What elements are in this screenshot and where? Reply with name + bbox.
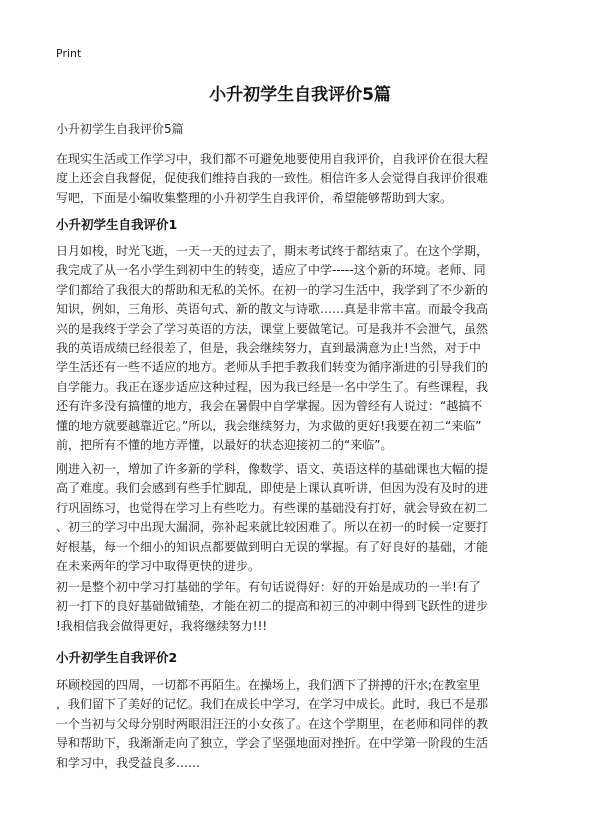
text-line: ，我们留下了美好的记忆。我们在成长中学习，在学习中成长。此时，我已不是那 <box>56 697 489 712</box>
section-heading-2: 小升初学生自我评价2 <box>56 650 178 665</box>
text-line: 行巩固练习，也觉得在学习上有些吃力。有些课的基础没有打好，就会导致在初二 <box>56 500 489 515</box>
text-line: 学生活还有一些不适应的地方。老师从手把手教我们转变为循序渐进的引导我们的 <box>56 360 489 375</box>
section-heading-1: 小升初学生自我评价1 <box>56 217 178 232</box>
text-line: 、初三的学习中出现大漏洞，弥补起来就比较困难了。所以在初一的时候一定要打 <box>56 520 489 535</box>
text-line: 高了难度。我们会感到有些手忙脚乱，即使是上课认真听讲，但因为没有及时的进 <box>56 481 489 496</box>
text-line: 初一打下的良好基础做铺垫，才能在初二的提高和初三的冲刺中得到飞跃性的进步 <box>56 599 489 614</box>
text-line: 还有许多没有搞懂的地方，我会在暑假中自学掌握。因为曾经有人说过：“越搞不 <box>56 399 483 414</box>
section1-paragraph-2 <box>56 460 551 576</box>
text-line: 在现实生活或工作学习中，我们都不可避免地要使用自我评价，自我评价在很大程 <box>56 152 489 166</box>
text-line: 一个当初与父母分别时两眼泪汪汪的小女孩了。在这个学期里，在老师和同伴的教 <box>56 716 489 731</box>
text-line: 兴的是我终于学会了学习英语的方法，课堂上要做笔记。可是我并不会泄气，虽然 <box>56 321 489 336</box>
text-line: 学们都给了我很大的帮助和无私的关怀。在初一的学习生活中，我学到了不少新的 <box>56 282 489 297</box>
text-line: 环顾校园的四周，一切都不再陌生。在操场上，我们洒下了拼搏的汗水;在教室里 <box>56 678 481 692</box>
text-line: 和学习中，我受益良多…… <box>56 755 201 770</box>
section1-paragraph-1 <box>56 242 551 455</box>
text-line: 度上还会自我督促，促使我们维持自我的一致性。相信许多人会觉得自我评价很难 <box>56 171 489 186</box>
text-line: 我的英语成绩已经很差了，但是，我会继续努力，直到最满意为止!当然，对于中 <box>56 341 481 356</box>
text-line: 日月如梭，时光飞逝，一天一天的过去了，期末考试终于都结束了。在这个学期， <box>56 244 489 258</box>
text-line: 好根基，每一个细小的知识点都要做到明白无误的掌握。有了好良好的基础，才能 <box>56 539 489 554</box>
text-line: 导和帮助下，我渐渐走向了独立，学会了坚强地面对挫折。在中学第一阶段的生活 <box>56 736 489 751</box>
text-line: 前，把所有不懂的地方弄懂，以最好的状态迎接初二的“来临”。 <box>56 438 393 453</box>
document-subtitle: 小升初学生自我评价5篇 <box>56 122 184 136</box>
intro-paragraph <box>56 150 551 208</box>
text-line: 懂的地方就要越靠近它。”所以，我会继续努力，为求做的更好!我要在初二“来临” <box>56 418 482 433</box>
text-line: 初一是整个初中学习打基础的学年。有句话说得好：好的开始是成功的一半!有了 <box>56 580 481 594</box>
section2-paragraph-1 <box>56 676 551 773</box>
text-line: 知识，例如，三角形、英语句式、新的散文与诗歌……真是非常丰富。而最令我高 <box>56 302 489 317</box>
text-line: 自学能力。我正在逐步适应这种过程，因为我已经是一名中学生了。有些课程，我 <box>56 379 489 394</box>
document-title: 小升初学生自我评价5篇 <box>209 85 391 105</box>
text-line: 写吧，下面是小编收集整理的小升初学生自我评价，希望能够帮助到大家。 <box>56 190 453 205</box>
print-label: Print <box>56 47 82 60</box>
text-line: !我相信我会做得更好，我将继续努力!!! <box>56 618 268 633</box>
text-line: 刚进入初一，增加了许多新的学科，像数学、语文、英语这样的基础课也大幅的提 <box>56 462 489 476</box>
text-line: 我完成了从一名小学生到初中生的转变，适应了中学-----这个新的环境。老师、同 <box>56 263 486 278</box>
text-line: 在未来两年的学习中取得更快的进步。 <box>56 559 261 574</box>
section1-paragraph-3 <box>56 578 551 636</box>
